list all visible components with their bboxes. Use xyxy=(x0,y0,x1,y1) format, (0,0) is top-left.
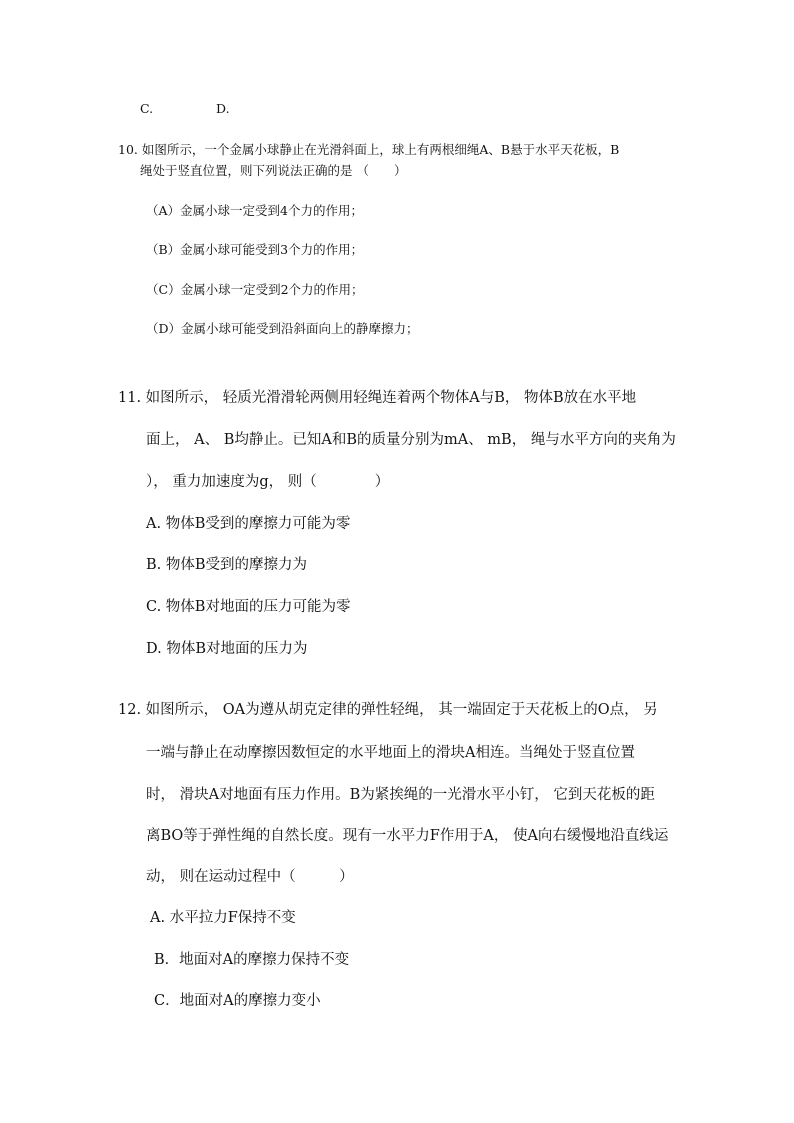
question-12-option-a[interactable]: A. 水平拉力F保持不变 xyxy=(150,910,296,926)
question-10-option-a[interactable]: （A）金属小球一定受到4个力的作用； xyxy=(146,203,363,218)
question-12-option-c[interactable]: C．地面对A的摩擦力变小 xyxy=(154,993,321,1009)
question-12-stem-line-1: 12. 如图所示， OA为遵从胡克定律的弹性轻绳， 其一端固定于天花板上的O点， 另 xyxy=(118,702,658,718)
question-11-option-d[interactable]: D. 物体B对地面的压力为 xyxy=(146,641,308,657)
question-12-option-b[interactable]: B．地面对A的摩擦力保持不变 xyxy=(154,952,350,968)
question-12-stem-line-2: 一端与静止在动摩擦因数恒定的水平地面上的滑块A相连。当绳处于竖直位置 xyxy=(146,745,635,761)
question-11-option-b[interactable]: B. 物体B受到的摩擦力为 xyxy=(146,557,308,573)
question-11-stem-line-1: 11. 如图所示， 轻质光滑滑轮两侧用轻绳连着两个物体A与B， 物体B放在水平地 xyxy=(118,390,637,406)
question-12-stem-line-3: 时， 滑块A对地面有压力作用。B为紧挨绳的一光滑水平小钉， 它到天花板的距 xyxy=(146,787,655,803)
question-11-stem-line-3: ）， 重力加速度为g， 则（ ） xyxy=(146,474,390,490)
question-10-stem-line-2: 绳处于竖直位置，则下列说法正确的是 （ ） xyxy=(140,163,407,178)
question-10-option-b[interactable]: （B）金属小球可能受到3个力的作用； xyxy=(146,242,364,257)
question-12-stem-line-5: 动， 则在运动过程中（ ） xyxy=(146,869,354,885)
question-10-option-d[interactable]: （D）金属小球可能受到沿斜面向上的静摩擦力； xyxy=(146,321,419,336)
option-c: C. xyxy=(140,101,154,116)
question-10-option-c[interactable]: （C）金属小球一定受到2个力的作用； xyxy=(146,282,364,297)
question-11-option-c[interactable]: C. 物体B对地面的压力可能为零 xyxy=(146,599,351,615)
question-10-stem-line-1: 10. 如图所示，一个金属小球静止在光滑斜面上，球上有两根细绳A、B悬于水平天花板，B xyxy=(118,142,620,157)
question-11-stem-line-2: 面上， A、 B均静止。已知A和B的质量分别为mA、 mB， 绳与水平方向的夹角为 xyxy=(146,432,676,448)
question-11-option-a[interactable]: A. 物体B受到的摩擦力可能为零 xyxy=(146,516,351,532)
question-12-stem-line-4: 离BO等于弹性绳的自然长度。现有一水平力F作用于A， 使A向右缓慢地沿直线运 xyxy=(146,828,669,844)
option-d: D. xyxy=(216,101,230,116)
